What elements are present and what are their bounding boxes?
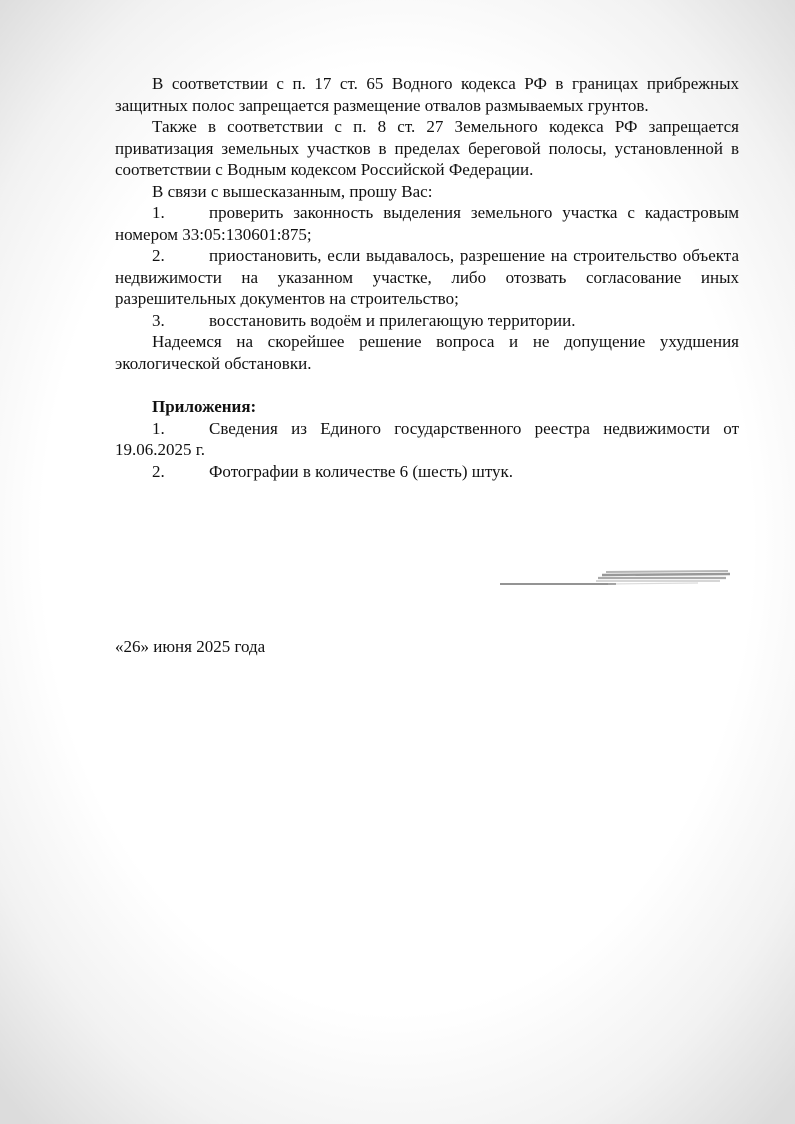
attachment-item (115, 418, 739, 461)
request-item-number: 3. (152, 310, 165, 330)
signature-line (498, 566, 734, 588)
attachment-item-text: Сведения из Единого государственного реестра недвижимости от 19.06.2025 г. (115, 418, 739, 459)
attachment-item (115, 461, 739, 483)
paragraph-water-code: В соответствии с п. 17 ст. 65 Водного кодекса РФ в границах прибрежных защитных полос запрещается размещение отвалов размываемых грунтов. (115, 74, 739, 115)
letter-date: «26» июня 2025 года (115, 637, 266, 656)
spacer (115, 374, 739, 396)
request-item-text: восстановить водоём и прилегающую территории. (209, 310, 576, 330)
attachment-item-number: 1. (152, 418, 165, 438)
request-item-number: 2. (152, 246, 165, 265)
paragraph-land-code: Также в соответствии с п. 8 ст. 27 Земельного кодекса РФ запрещается приватизация земельных участков в пределах береговой полосы, установленной в соответствии с Водным кодексом Российской Федерации. (115, 117, 739, 179)
request-item (115, 202, 739, 245)
request-item-text: проверить законность выделения земельного участка с кадастровым номером 33:05:130601:875; (115, 203, 739, 244)
paragraph-request-intro: В связи с вышесказанным, прошу Вас: (152, 181, 433, 201)
attachments-heading: Приложения: (152, 397, 257, 416)
attachment-item-text: Фотографии в количестве 6 (шесть) штук. (209, 461, 514, 481)
attachment-item-number: 2. (152, 461, 165, 481)
request-item (115, 310, 739, 332)
request-item-text: приостановить, если выдавалось, разрешение на строительство объекта недвижимости на указанном участке, либо отозвать согласование иных разрешительных документов на строительство; (115, 246, 739, 308)
signature-blur-stroke (608, 583, 698, 584)
signature-blur-stroke (606, 571, 728, 572)
paragraph-closing: Надеемся на скорейшее решение вопроса и не допущение ухудшения экологической обстановки. (115, 332, 739, 373)
blurred-signature-icon (498, 566, 734, 588)
letter-body (115, 73, 739, 482)
request-item-number: 1. (152, 203, 165, 222)
request-item (115, 245, 739, 310)
signature-blur-stroke (602, 574, 730, 575)
